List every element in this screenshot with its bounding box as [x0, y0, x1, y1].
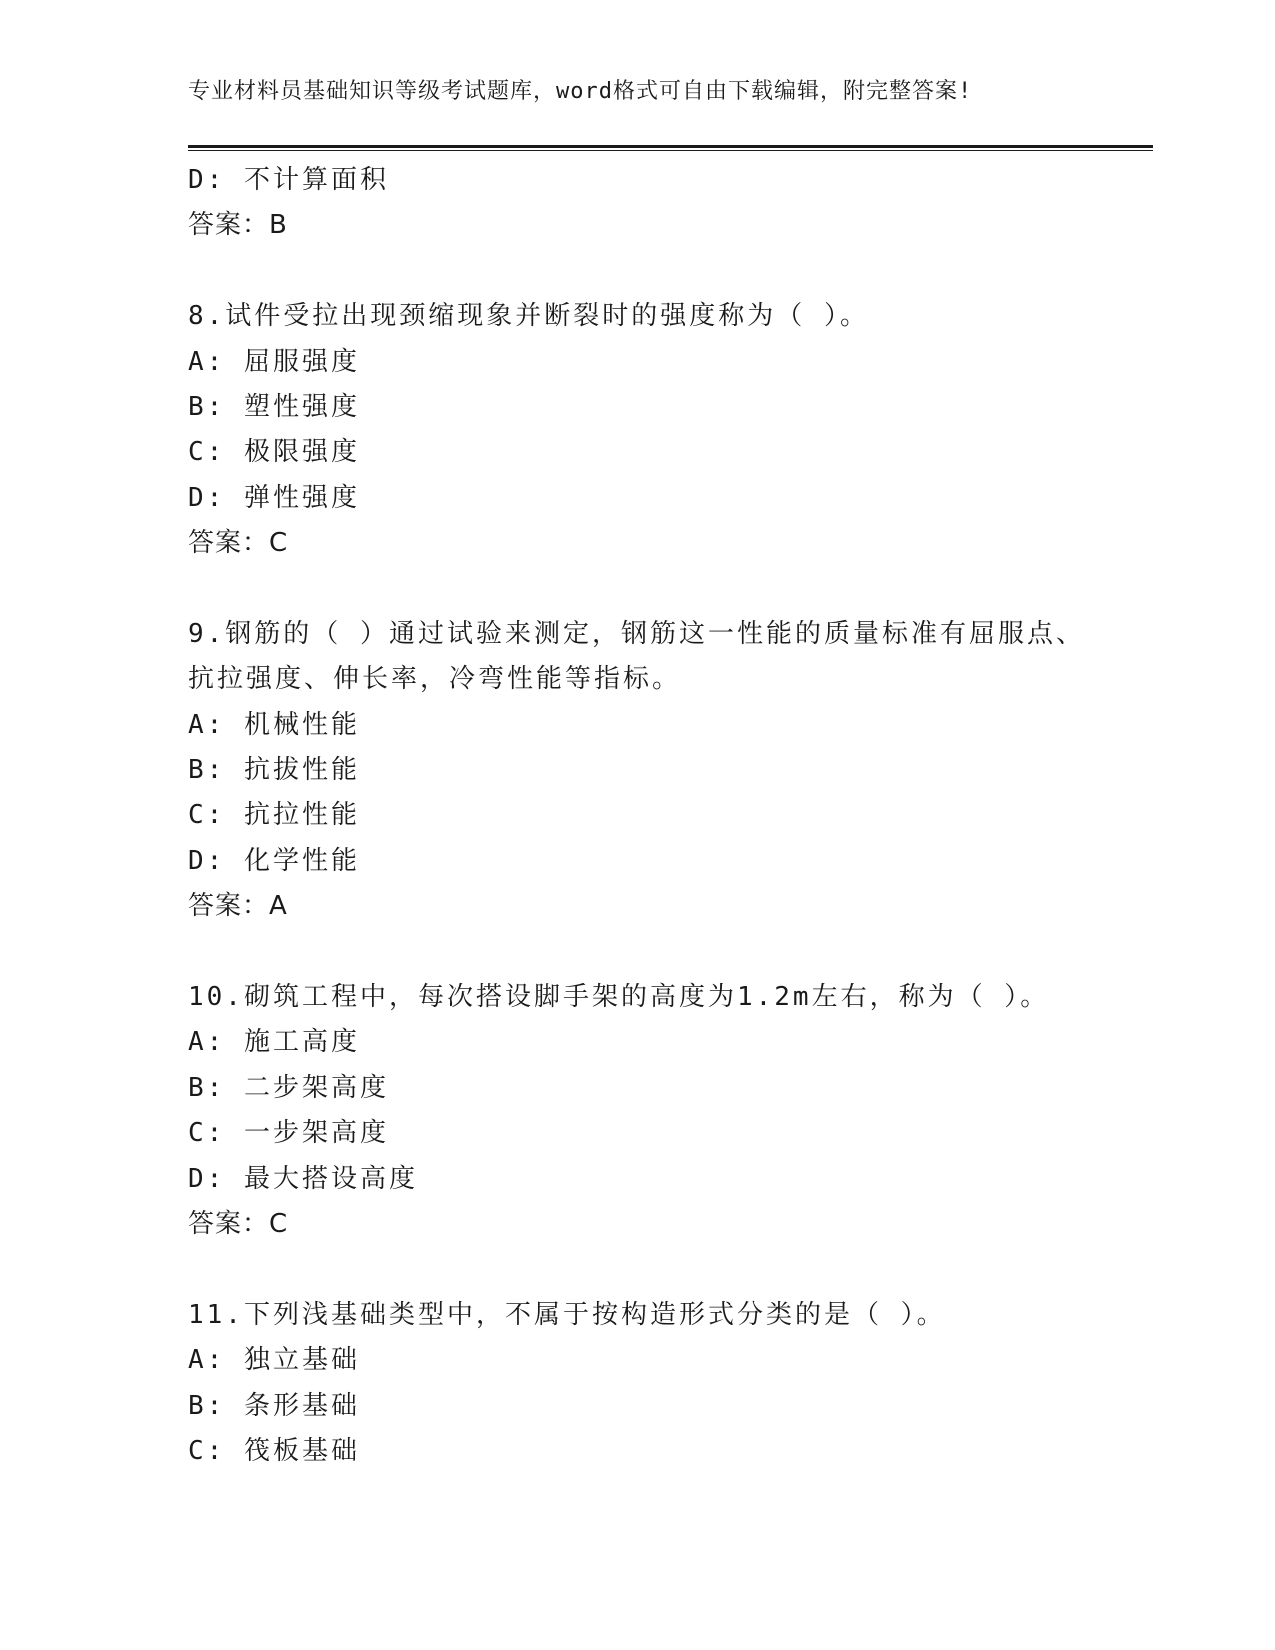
option-d: D: 弹性强度	[188, 482, 360, 513]
option-a: A: 独立基础	[188, 1345, 360, 1376]
prev-answer: 答案：B	[188, 210, 288, 241]
option-b: B: 抗拔性能	[188, 755, 360, 786]
option-c: C: 抗拉性能	[188, 800, 360, 831]
option-a: A: 屈服强度	[188, 346, 360, 377]
question-9	[188, 612, 1158, 930]
option-a: A: 施工高度	[188, 1027, 360, 1058]
question-stem-continued: 抗拉强度、伸长率，冷弯性能等指标。	[188, 664, 682, 695]
prev-option-d: D: 不计算面积	[188, 165, 389, 195]
option-a: A: 机械性能	[188, 709, 360, 740]
question-stem: 9.钢筋的（ ）通过试验来测定，钢筋这一性能的质量标准有屈服点、	[188, 618, 1085, 649]
option-b: B: 条形基础	[188, 1390, 360, 1421]
question-10	[188, 975, 1158, 1247]
document-body	[188, 158, 1158, 1474]
answer: 答案：C	[188, 1208, 289, 1239]
option-c: C: 极限强度	[188, 437, 360, 468]
question-stem: 11.下列浅基础类型中，不属于按构造形式分类的是（ ）。	[188, 1299, 946, 1330]
option-b: B: 塑性强度	[188, 391, 360, 422]
question-11	[188, 1293, 1158, 1475]
answer: 答案：A	[188, 891, 288, 922]
question-8	[188, 294, 1158, 566]
answer: 答案：C	[188, 528, 289, 559]
option-b: B: 二步架高度	[188, 1072, 389, 1103]
page-header: 专业材料员基础知识等级考试题库，word格式可自由下载编辑，附完整答案!	[188, 79, 973, 104]
option-c: C: 筏板基础	[188, 1435, 360, 1466]
question-stem: 10.砌筑工程中，每次搭设脚手架的高度为1.2m左右，称为（ ）。	[188, 982, 1050, 1013]
option-d: D: 化学性能	[188, 845, 360, 876]
header-divider	[188, 145, 1153, 151]
option-d: D: 最大搭设高度	[188, 1163, 418, 1194]
question-stem: 8.试件受拉出现颈缩现象并断裂时的强度称为（ ）。	[188, 301, 869, 332]
option-c: C: 一步架高度	[188, 1118, 389, 1149]
